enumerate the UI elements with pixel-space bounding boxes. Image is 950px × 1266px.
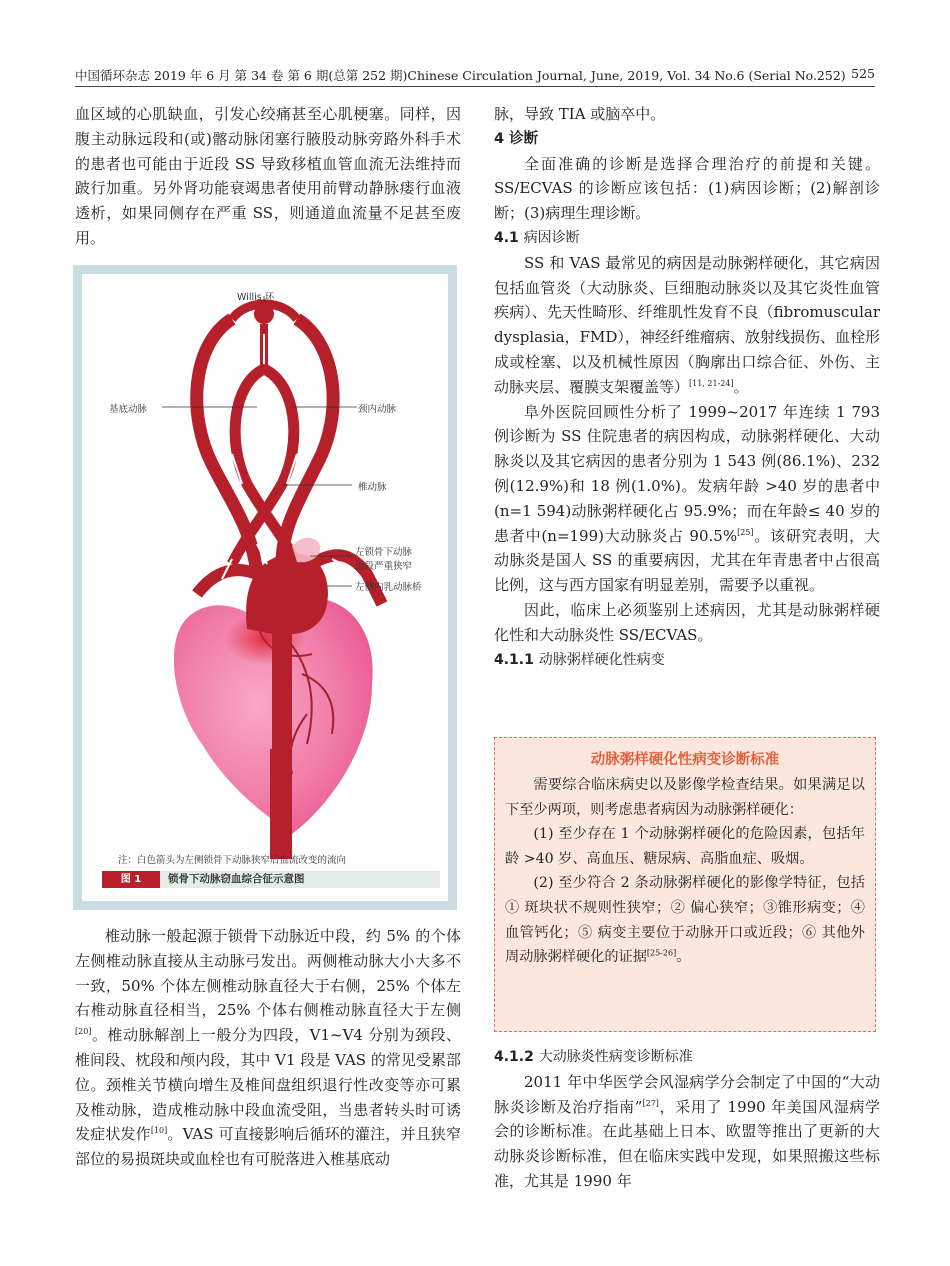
- label-stenosis-2: 近段严重狭窄: [355, 561, 413, 572]
- paragraph: 椎动脉一般起源于锁骨下动脉近中段，约 5% 的个体左侧椎动脉直接从主动脉弓发出。两侧椎动脉大小大多不一致，50% 个体左侧椎动脉直径大于右侧，25% 个体左右椎动脉直径相当，25% 个体右侧椎动脉直径大于左侧[20]。椎动脉解剖上一般分为四段，V1~V4 分别为颈段、椎间段、枕段和颅内段，其中 V1 段是 VAS 的常见受累部位。颈椎关节横向增生及椎间盘组织退行性改变等亦可累及椎动脉，造成椎动脉中段血流受阻，当患者转头时可诱发症状发作[10]。VAS 可直接影响后循环的灌注，并且狭窄部位的易损斑块或血栓也有可脱落进入椎基底动: [75, 927, 461, 1169]
- label-stenosis-1: 左锁骨下动脉: [355, 547, 413, 558]
- paragraph: 2011 年中华医学会风湿病学分会制定了中国的“大动脉炎诊断及治疗指南”[27]，采用了 1990 年美国风湿病学会的诊断标准。在此基础上日本、欧盟等推出了更新的大动脉炎诊断标准，但在临床实践中发现，如果照搬这些标准，尤其是 1990 年: [494, 1072, 881, 1190]
- label-willis: Willis 环: [237, 292, 275, 303]
- figure-caption: [102, 871, 440, 888]
- right-column: [494, 102, 880, 672]
- label-basilar: 基底动脉: [109, 404, 148, 415]
- journal-citation: 中国循环杂志 2019 年 6 月 第 34 卷 第 6 期(总第 252 期)Chinese Circulation Journal, June, 2019, Vol. 34 No.6 (Serial No.252): [75, 68, 846, 83]
- section-heading: 4 诊断: [494, 130, 539, 147]
- paragraph: 血区域的心肌缺血，引发心绞痛甚至心肌梗塞。同样，因腹主动脉远段和(或)髂动脉闭塞行腋股动脉旁路外科手术的患者也可能由于近段 SS 导致移植血管血流无法维持而跛行加重。另外肾功能衰竭患者使用前臂动静脉瘘行血液透析，如果同侧存在严重 SS，则通道血流量不足甚至废用。: [75, 105, 461, 247]
- citation[interactable]: [25]: [737, 527, 754, 537]
- box-paragraph: (1) 至少存在 1 个动脉粥样硬化的危险因素，包括年龄 >40 岁、高血压、糖尿病、高脂血症、吸烟。: [505, 826, 865, 867]
- willis-node: [254, 304, 274, 324]
- box-title: 动脉粥样硬化性病变诊断标准: [590, 752, 780, 768]
- citation[interactable]: [10]: [150, 1126, 168, 1136]
- figure-caption-text: 锁骨下动脉窃血综合征示意图: [168, 873, 305, 885]
- flow-arrow: [206, 384, 210, 414]
- citation[interactable]: [20]: [75, 1027, 92, 1037]
- figure-tag: 图 1: [102, 871, 160, 888]
- figure-panel: [82, 274, 448, 901]
- figure-1: [73, 265, 457, 910]
- page-number: 525: [851, 66, 875, 81]
- subsection-heading: 4.1.2 大动脉炎性病变诊断标准: [494, 1049, 693, 1065]
- paragraph: 脉，导致 TIA 或脑卒中。: [494, 105, 666, 123]
- subsection-heading: 4.1 病因诊断: [494, 229, 580, 246]
- left-column: [75, 102, 461, 251]
- right-column-lower: [494, 1045, 880, 1194]
- citation[interactable]: [25-26]: [646, 948, 677, 958]
- figure-note: 注：白色箭头为左侧锁骨下动脉狭窄后血流改变的流向: [118, 855, 347, 866]
- paragraph: SS 和 VAS 最常见的病因是动脉粥样硬化，其它病因包括血管炎（大动脉炎、巨细胞动脉炎以及其它炎性血管疾病）、先天性畸形、纤维肌性发育不良（fibromuscular dysplasia，FMD），神经纤维瘤病、放射线损伤、血栓形成或栓塞、以及机械性原因（胸廓出口综合征、外伤、主动脉夹层、覆膜支架覆盖等）[11, 21-24]。: [494, 253, 880, 396]
- descending-aorta: [270, 749, 292, 859]
- criteria-box: [494, 737, 876, 1032]
- label-lima: 左侧内乳动脉桥: [355, 582, 422, 593]
- subsection-heading: 4.1.1 动脉粥样硬化性病变: [494, 651, 665, 668]
- paragraph: 全面准确的诊断是选择合理治疗的前提和关键。SS/ECVAS 的诊断应该包括：(1)病因诊断；(2)解剖诊断；(3)病理生理诊断。: [494, 154, 880, 223]
- citation[interactable]: [11, 21-24]: [689, 378, 734, 388]
- box-paragraph: (2) 至少符合 2 条动脉粥样硬化的影像学特征，包括① 斑块状不规则性狭窄；② 偏心狭窄；③锥形病变；④ 血管钙化；⑤ 病变主要位于动脉开口或近段；⑥ 其他外周动脉粥样硬化的证据[25-26]。: [505, 875, 865, 966]
- flow-arrow: [318, 384, 322, 414]
- running-header: [75, 64, 875, 87]
- citation[interactable]: [27]: [642, 1098, 659, 1108]
- right-subclavian: [197, 570, 257, 594]
- left-column-lower: [75, 924, 461, 1172]
- label-vertebral: 椎动脉: [358, 482, 387, 493]
- label-carotid: 颈内动脉: [358, 404, 397, 415]
- paragraph: 阜外医院回顾性分析了 1999~2017 年连续 1 793 例诊断为 SS 住院患者的病因构成，动脉粥样硬化、大动脉炎以及其它病因的患者分别为 1 543 例(86.1%)、232 例(12.9%)和 18 例(1.0%)。发病年龄 >40 岁的患者中(n=1 594)动脉粥样硬化占 95.9%；而在年龄≤ 40 岁的患者中(n=199)大动脉炎占 90.5%[25]。该研究表明，大动脉炎是国人 SS 的重要病因，尤其在年青患者中占很高比例，这与西方国家有明显差别，需要予以重视。: [494, 402, 880, 595]
- box-paragraph: 需要综合临床病史以及影像学检查结果。如果满足以下至少两项，则考虑患者病因为动脉粥样硬化：: [505, 777, 865, 818]
- paragraph: 因此，临床上必须鉴别上述病因，尤其是动脉粥样硬化性和大动脉炎性 SS/ECVAS。: [494, 600, 880, 644]
